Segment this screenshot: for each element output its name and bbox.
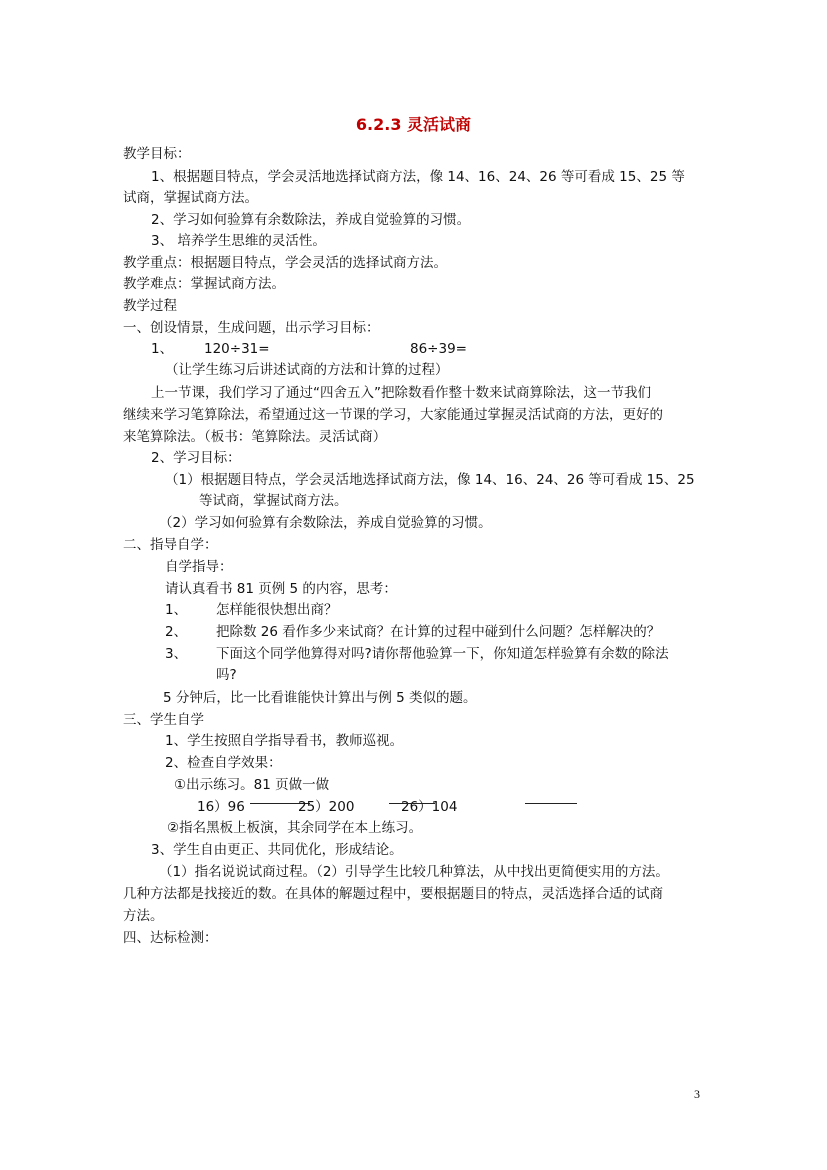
text-line: 3、 培养学生思维的灵活性。 [151, 233, 326, 249]
section-heading: 三、学生自学 [123, 712, 204, 728]
text-line: 方法。 [123, 908, 164, 924]
division-problem: 25）200 [298, 799, 355, 815]
section-heading: 一、创设情景，生成问题，出示学习目标： [123, 320, 380, 336]
text-line: 5 分钟后，比一比看谁能快计算出与例 5 类似的题。 [163, 690, 477, 706]
math-expression: 120÷31= [204, 341, 270, 357]
text-line: 下面这个同学他算得对吗?请你帮他验算一下，你知道怎样验算有余数的除法 [216, 646, 669, 662]
text-line: 自学指导： [165, 559, 233, 575]
text-line: 2、学习如何验算有余数除法，养成自觉验算的习惯。 [151, 212, 471, 228]
page-title: 6.2.3 灵活试商 [355, 115, 472, 134]
text-line: 上一节课，我们学习了通过“四舍五入”把除数看作整十数来试商算除法，这一节我们 [151, 385, 651, 401]
text-line: 教学过程 [123, 298, 177, 314]
text-line: （1）指名说说试商过程。（2）引导学生比较几种算法，从中找出更简便实用的方法。 [159, 864, 669, 880]
text-line: 教学重点：根据题目特点，学会灵活的选择试商方法。 [123, 255, 447, 271]
text-line: ②指名黑板上板演，其余同学在本上练习。 [167, 820, 423, 836]
division-problem: 16）96 [197, 799, 245, 815]
section-heading: 四、达标检测： [123, 930, 218, 946]
text-line: （2）学习如何验算有余数除法，养成自觉验算的习惯。 [159, 515, 492, 531]
text-line: 1、根据题目特点，学会灵活地选择试商方法，像 14、16、24、26 等可看成 15、25 等 [151, 169, 685, 185]
division-bar [525, 803, 577, 804]
text-line: 1、 [151, 341, 174, 357]
text-line: 教学难点：掌握试商方法。 [123, 276, 285, 292]
text-line: 吗? [216, 667, 237, 683]
text-line: 1、学生按照自学指导看书，教师巡视。 [165, 733, 404, 749]
text-line: 把除数 26 看作多少来试商？在计算的过程中碰到什么问题？怎样解决的？ [216, 624, 661, 640]
text-line: 请认真看书 81 页例 5 的内容，思考： [165, 581, 397, 597]
text-line: 来笔算除法。（板书：笔算除法。灵活试商） [123, 429, 387, 445]
math-expression: 86÷39= [410, 341, 467, 357]
division-bar [389, 803, 435, 804]
text-line: 怎样能很快想出商？ [216, 602, 338, 618]
division-problem: 26）104 [401, 799, 458, 815]
text-line: 几种方法都是找接近的数。在具体的解题过程中，要根据题目的特点，灵活选择合适的试商 [123, 886, 663, 902]
text-line: 试商，掌握试商方法。 [123, 190, 258, 206]
section-heading: 二、指导自学： [123, 537, 218, 553]
text-line: 等试商，掌握试商方法。 [199, 493, 348, 509]
text-line: ①出示练习。81 页做一做 [174, 777, 330, 793]
text-line: 3、学生自由更正、共同优化，形成结论。 [151, 842, 403, 858]
list-number: 1、 [165, 602, 188, 618]
page-number: 3 [694, 1087, 700, 1101]
list-number: 2、 [165, 624, 188, 640]
text-line: 2、学习目标： [151, 450, 241, 466]
text-line: （让学生练习后讲述试商的方法和计算的过程） [165, 362, 449, 378]
text-line: （1）根据题目特点，学会灵活地选择试商方法，像 14、16、24、26 等可看成 15、25 [165, 472, 695, 488]
text-line: 教学目标： [123, 146, 191, 162]
list-number: 3、 [165, 646, 188, 662]
text-line: 2、检查自学效果： [165, 755, 282, 771]
text-line: 继续来学习笔算除法，希望通过这一节课的学习，大家能通过掌握灵活试商的方法，更好的 [123, 407, 663, 423]
